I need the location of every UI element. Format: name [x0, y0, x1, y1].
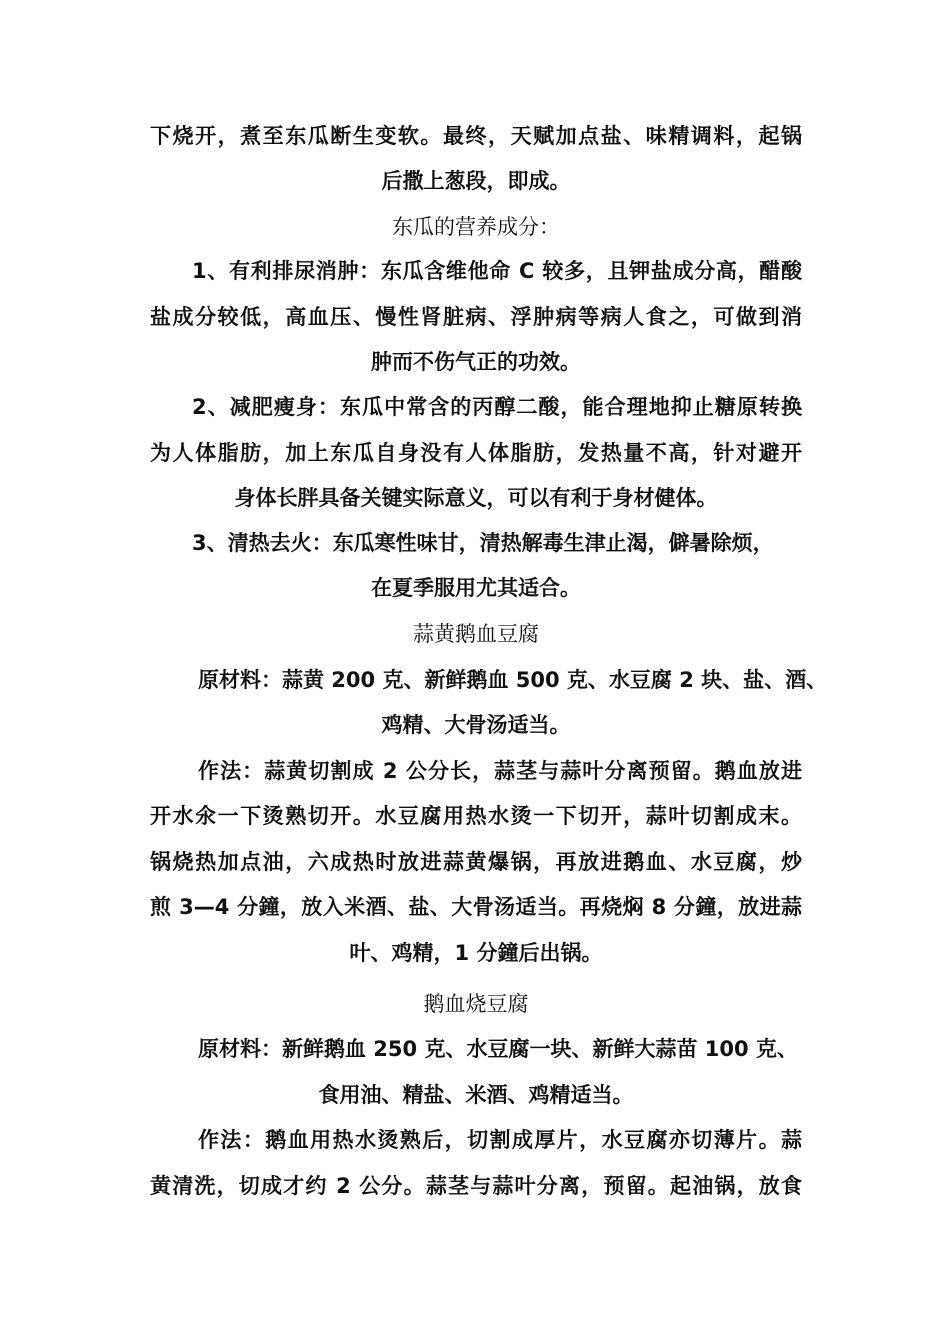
text-line: 盐成分较低，高血压、慢性肾脏病、浮肿病等病人食之，可做到消: [150, 305, 802, 329]
text-line: 原材料：新鲜鹅血 250 克、水豆腐一块、新鲜大蒜苗 100 克、: [198, 1037, 798, 1061]
text-line: 身体长胖具备关键实际意义，可以有利于身材健体。: [234, 486, 718, 510]
text-line: 食用油、精盐、米酒、鸡精适当。: [318, 1083, 634, 1107]
text-line: 后撒上葱段，即成。: [381, 169, 571, 193]
text-line: 黄清洗，切成才约 2 公分。蒜茎与蒜叶分离，预留。起油锅，放食: [150, 1174, 802, 1198]
text-line: 3、清热去火：东瓜寒性味甘，清热解毒生津止渴，僻暑除烦，: [192, 531, 774, 555]
text-line: 1、有利排尿消肿：东瓜含维他命 C 较多，且钾盐成分高，醋酸: [192, 259, 802, 283]
text-line: 下烧开，煮至东瓜断生变软。最终，天赋加点盐、味精调料，起锅: [150, 124, 802, 148]
text-line: 为人体脂肪，加上东瓜自身没有人体脂肪，发热量不高，针对避开: [150, 441, 802, 465]
section-heading: 蒜黄鹅血豆腐: [413, 622, 539, 646]
text-line: 原材料：蒜黄 200 克、新鲜鹅血 500 克、水豆腐 2 块、盐、酒、: [198, 668, 828, 692]
text-line: 开水氽一下烫熟切开。水豆腐用热水烫一下切开，蒜叶切割成末。: [150, 804, 802, 828]
text-line: 肿而不伤气正的功效。: [371, 350, 581, 374]
text-line: 2、减肥瘦身：东瓜中常含的丙醇二酸，能合理地抑止糖原转换: [192, 395, 802, 419]
text-line: 锅烧热加点油，六成热时放进蒜黄爆锅，再放进鹅血、水豆腐，炒: [150, 850, 802, 874]
text-line: 在夏季服用尤其适合。: [371, 576, 581, 600]
text-line: 叶、鸡精，1 分鐘后出锅。: [349, 941, 603, 965]
text-line: 鸡精、大骨汤适当。: [381, 713, 571, 737]
text-line: 作法：鹅血用热水烫熟后，切割成厚片，水豆腐亦切薄片。蒜: [198, 1128, 802, 1152]
section-heading: 鹅血烧豆腐: [423, 992, 529, 1016]
section-heading: 东瓜的营养成分：: [392, 215, 560, 239]
text-line: 作法：蒜黄切割成 2 公分长，蒜茎与蒜叶分离预留。鹅血放进: [198, 759, 802, 783]
text-line: 煎 3—4 分鐘，放入米酒、盐、大骨汤适当。再烧焖 8 分鐘，放进蒜: [150, 895, 802, 919]
